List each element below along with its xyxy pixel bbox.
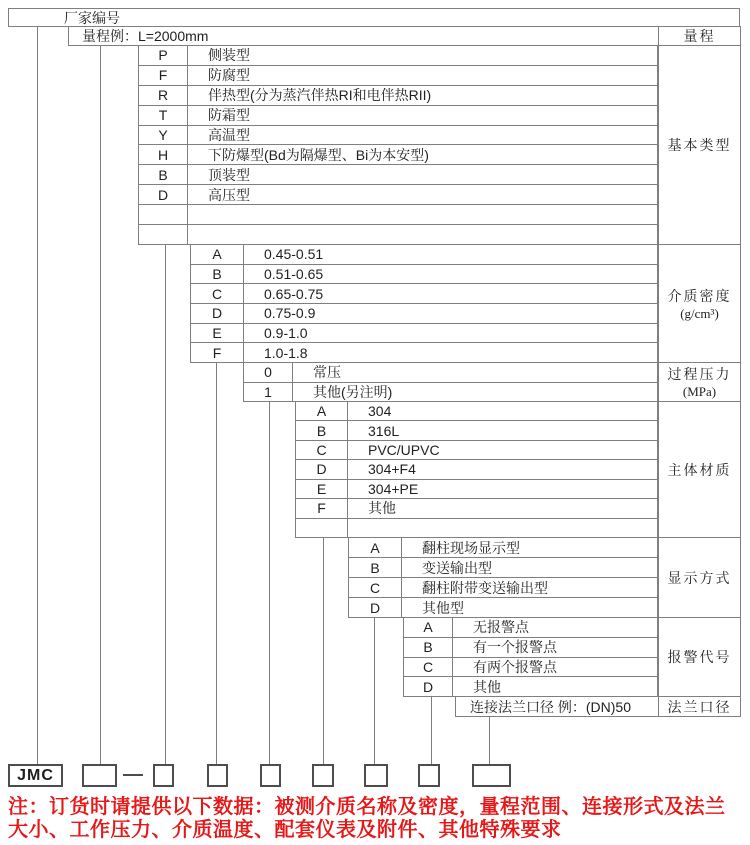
code-cell: C xyxy=(295,441,348,459)
category-label-display-mode xyxy=(658,537,741,618)
code-cell: B xyxy=(403,638,453,657)
code-cell xyxy=(138,205,188,224)
code-box-range xyxy=(82,764,117,787)
category-label-text: 报警代号 xyxy=(667,651,732,666)
code-cell: A xyxy=(190,245,244,264)
code-cell: H xyxy=(138,145,188,164)
code-box-flange xyxy=(472,764,511,787)
section-display-mode xyxy=(348,537,658,618)
desc-cell: 0.75-0.9 xyxy=(244,304,658,323)
ordering-note-line2: 大小、工作压力、介质温度、配套仪表及附件、其他特殊要求 xyxy=(8,819,562,841)
desc-cell: 防腐型 xyxy=(188,66,658,85)
category-label-text: 基本类型 xyxy=(667,139,732,154)
category-label-flange-size xyxy=(658,696,741,717)
code-box-alarm xyxy=(418,764,440,787)
category-label-text: 主体材质 xyxy=(667,463,732,479)
table-row xyxy=(138,165,658,185)
code-cell: C xyxy=(190,284,244,303)
connector-line-flange xyxy=(489,716,490,764)
table-row xyxy=(403,658,658,678)
desc-cell: 304 xyxy=(348,402,658,420)
dash-separator xyxy=(123,774,143,776)
code-box-display-mode xyxy=(364,764,388,787)
desc-cell: 其他 xyxy=(453,677,658,696)
table-row xyxy=(243,363,658,383)
category-label-process-pressure xyxy=(658,362,741,402)
code-cell: E xyxy=(190,324,244,343)
desc-cell: 顶装型 xyxy=(188,165,658,184)
desc-cell: 高温型 xyxy=(188,126,658,145)
table-row xyxy=(138,225,658,245)
desc-cell xyxy=(188,225,658,244)
desc-cell: 0.65-0.75 xyxy=(244,284,658,303)
code-cell: B xyxy=(190,265,244,284)
code-box-base-type xyxy=(153,764,174,787)
table-row xyxy=(295,480,658,499)
table-row xyxy=(295,499,658,518)
connector-line-pressure xyxy=(269,401,270,764)
code-cell: A xyxy=(348,538,402,557)
code-cell: 1 xyxy=(243,383,293,402)
table-row xyxy=(138,46,658,66)
connector-line-density xyxy=(216,362,217,764)
code-cell: C xyxy=(403,658,453,677)
section-density xyxy=(190,244,658,363)
desc-cell: 无报警点 xyxy=(453,618,658,637)
code-cell: R xyxy=(138,86,188,105)
category-label-text: 量程 xyxy=(683,30,716,45)
category-label-range xyxy=(658,26,741,46)
desc-cell: 下防爆型(Bd为隔爆型、Bi为本安型) xyxy=(188,145,658,164)
desc-cell: 有两个报警点 xyxy=(453,658,658,677)
table-row xyxy=(295,402,658,421)
range-example-text: 量程例：L=2000mm xyxy=(82,28,209,44)
category-label-text: 过程压力 xyxy=(667,368,732,383)
code-cell: D xyxy=(190,304,244,323)
code-cell: F xyxy=(295,499,348,517)
desc-cell xyxy=(348,519,658,537)
category-label-alarm-code xyxy=(658,617,741,697)
code-cell: C xyxy=(348,578,402,597)
table-row xyxy=(403,618,658,638)
desc-cell: 304+PE xyxy=(348,480,658,498)
connector-line-factory xyxy=(37,26,38,764)
category-label-medium-density xyxy=(658,244,741,363)
connector-line-range xyxy=(100,45,101,764)
table-row xyxy=(138,145,658,165)
connector-line-base-type xyxy=(165,245,166,764)
connector-line-alarm xyxy=(431,696,432,764)
desc-cell: 其他(另注明) xyxy=(293,383,658,402)
table-row xyxy=(190,265,658,285)
desc-cell: 高压型 xyxy=(188,185,658,204)
flange-row xyxy=(455,696,659,717)
code-box-pressure xyxy=(260,764,281,787)
code-cell: D xyxy=(138,185,188,204)
flange-text: 连接法兰口径 例：(DN)50 xyxy=(470,698,632,715)
section-material xyxy=(295,401,658,538)
table-row xyxy=(295,519,658,538)
ordering-note xyxy=(8,796,748,842)
table-row xyxy=(295,460,658,479)
section-base-type xyxy=(138,45,658,245)
desc-cell: 侧装型 xyxy=(188,46,658,65)
desc-cell: 变送输出型 xyxy=(402,558,658,577)
category-label-text: 介质密度 xyxy=(667,289,732,305)
code-box-material xyxy=(312,764,334,787)
table-row xyxy=(243,383,658,403)
code-cell: T xyxy=(138,106,188,125)
desc-cell xyxy=(188,205,658,224)
code-cell: A xyxy=(403,618,453,637)
table-row xyxy=(190,343,658,363)
table-row xyxy=(295,441,658,460)
section-pressure xyxy=(243,362,658,402)
category-label-body-material xyxy=(658,401,741,538)
desc-cell: 其他 xyxy=(348,499,658,517)
table-row xyxy=(138,106,658,126)
model-prefix-box xyxy=(8,764,63,787)
code-cell: B xyxy=(348,558,402,577)
connector-line-display xyxy=(374,617,375,764)
table-row xyxy=(190,304,658,324)
factory-code-label: 厂家编号 xyxy=(64,9,120,26)
code-cell: B xyxy=(295,421,348,439)
code-cell: F xyxy=(138,66,188,85)
factory-code-box xyxy=(8,8,740,27)
code-cell: 0 xyxy=(243,363,293,382)
code-cell xyxy=(295,519,348,537)
desc-cell: 0.45-0.51 xyxy=(244,245,658,264)
table-row xyxy=(348,578,658,598)
code-cell: E xyxy=(295,480,348,498)
desc-cell: 常压 xyxy=(293,363,658,382)
table-row xyxy=(138,66,658,86)
desc-cell: 伴热型(分为蒸汽伴热RI和电伴热RII) xyxy=(188,86,658,105)
table-row xyxy=(348,538,658,558)
desc-cell: 其他型 xyxy=(402,598,658,617)
code-box-density xyxy=(207,764,228,787)
model-prefix-text: JMC xyxy=(17,766,54,784)
table-row xyxy=(295,421,658,440)
code-cell xyxy=(138,225,188,244)
code-cell: A xyxy=(295,402,348,420)
desc-cell: 有一个报警点 xyxy=(453,638,658,657)
table-row xyxy=(190,284,658,304)
table-row xyxy=(190,245,658,265)
table-row xyxy=(348,558,658,578)
desc-cell: PVC/UPVC xyxy=(348,441,658,459)
code-cell: F xyxy=(190,343,244,362)
ordering-note-line1: 注：订货时请提供以下数据：被测介质名称及密度，量程范围、连接形式及法兰 xyxy=(8,796,726,818)
desc-cell: 翻柱附带变送输出型 xyxy=(402,578,658,597)
connector-line-material xyxy=(323,537,324,764)
table-row xyxy=(138,185,658,205)
desc-cell: 316L xyxy=(348,421,658,439)
section-alarm xyxy=(403,617,658,697)
code-cell: D xyxy=(403,677,453,696)
desc-cell: 0.51-0.65 xyxy=(244,265,658,284)
table-row xyxy=(138,86,658,106)
table-row xyxy=(138,126,658,146)
range-example-row xyxy=(68,26,740,46)
code-cell: B xyxy=(138,165,188,184)
code-cell: P xyxy=(138,46,188,65)
desc-cell: 防霜型 xyxy=(188,106,658,125)
code-cell: D xyxy=(348,598,402,617)
category-label-unit: (MPa) xyxy=(682,384,717,399)
category-label-text: 法兰口径 xyxy=(667,700,732,716)
table-row xyxy=(348,598,658,618)
desc-cell: 1.0-1.8 xyxy=(244,343,658,362)
category-label-text: 显示方式 xyxy=(667,571,732,587)
desc-cell: 304+F4 xyxy=(348,460,658,478)
category-label-unit: (g/cm³) xyxy=(680,305,719,321)
code-cell: D xyxy=(295,460,348,478)
desc-cell: 翻柱现场显示型 xyxy=(402,538,658,557)
table-row xyxy=(403,638,658,658)
table-row xyxy=(190,324,658,344)
desc-cell: 0.9-1.0 xyxy=(244,324,658,343)
table-row xyxy=(403,677,658,697)
table-row xyxy=(138,205,658,225)
category-label-base-type xyxy=(658,45,741,245)
code-cell: Y xyxy=(138,126,188,145)
